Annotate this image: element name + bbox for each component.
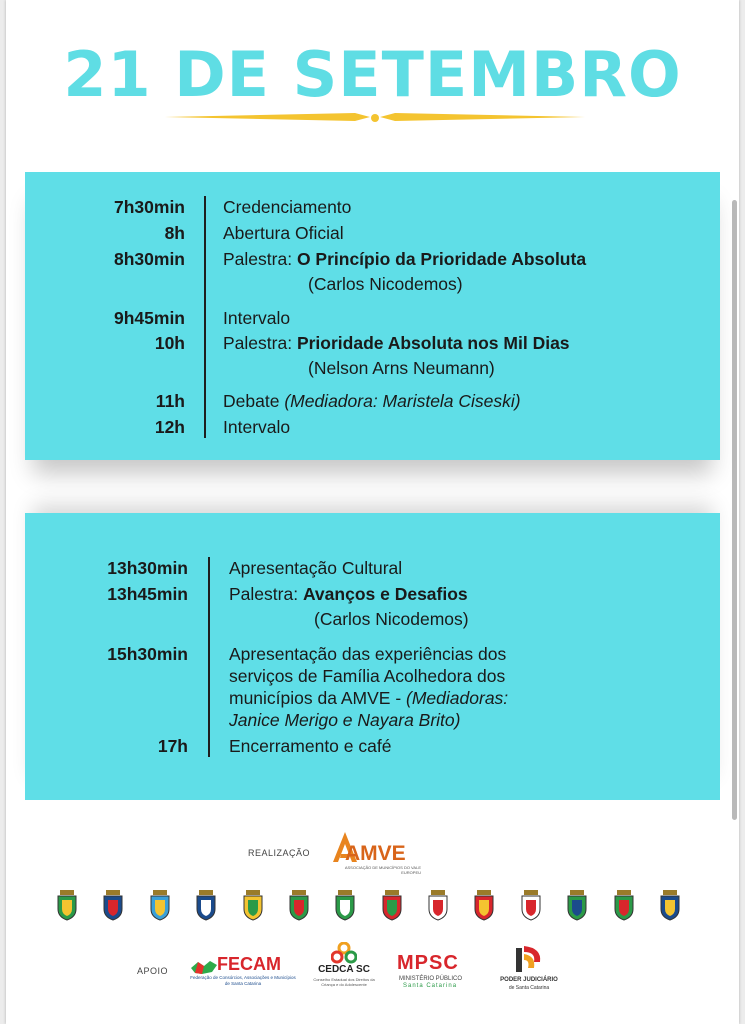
schedule-time: 13h45min bbox=[107, 584, 188, 604]
afternoon-schedule-panel bbox=[25, 513, 720, 800]
schedule-mediator: (Mediadoras: bbox=[406, 688, 509, 708]
event-date-heading: 21 DE SETEMBRO bbox=[63, 38, 682, 111]
judiciary-emblem-icon bbox=[514, 944, 544, 974]
description-line: municípios da AMVE - bbox=[229, 688, 402, 708]
municipal-crest-icon bbox=[612, 889, 636, 921]
mpsc-subtitle-2: Santa Catarina bbox=[403, 983, 458, 989]
schedule-title: Intervalo bbox=[223, 308, 291, 328]
schedule-speaker: (Carlos Nicodemos) bbox=[308, 274, 463, 294]
schedule-mediator: (Mediadora: Maristela Ciseski) bbox=[284, 391, 521, 411]
municipal-crest-icon bbox=[287, 889, 311, 921]
cedca-figures-icon bbox=[331, 942, 357, 964]
schedule-time: 15h30min bbox=[107, 644, 188, 664]
schedule-title: Prioridade Absoluta nos Mil Dias bbox=[296, 333, 570, 353]
mpsc-logo bbox=[397, 952, 473, 992]
fecam-wordmark: FECAM bbox=[217, 954, 281, 974]
amve-logo bbox=[331, 828, 421, 874]
municipal-crest-icon bbox=[241, 889, 265, 921]
municipal-crest-icon bbox=[472, 889, 496, 921]
schedule-title: Abertura Oficial bbox=[223, 223, 344, 243]
municipal-crest-icon bbox=[148, 889, 172, 921]
description-line: Apresentação das experiências dos bbox=[229, 644, 507, 664]
amve-wordmark: AMVE bbox=[345, 842, 406, 865]
scrollbar[interactable] bbox=[732, 200, 737, 820]
schedule-time: 8h30min bbox=[114, 249, 185, 269]
schedule-description bbox=[229, 643, 699, 731]
cedca-wordmark: CEDCA SC bbox=[318, 964, 370, 975]
schedule-time: 17h bbox=[157, 736, 188, 756]
heading-underline-ornament bbox=[165, 112, 585, 122]
schedule-title: Encerramento e café bbox=[229, 736, 392, 756]
schedule-speaker: (Carlos Nicodemos) bbox=[314, 609, 469, 629]
morning-divider bbox=[204, 196, 206, 438]
schedule-title: O Princípio da Prioridade Absoluta bbox=[296, 249, 587, 269]
fecam-subtitle: Federação de Consórcios, Associações e Municípios de Santa Catarina bbox=[190, 975, 296, 986]
cedca-subtitle: Conselho Estadual dos Direitos da Criança e do Adolescente bbox=[313, 977, 375, 987]
mpsc-wordmark: MPSC bbox=[397, 952, 459, 974]
schedule-title: Apresentação Cultural bbox=[229, 558, 403, 578]
schedule-title: Credenciamento bbox=[223, 197, 352, 217]
schedule-time: 12h bbox=[154, 417, 185, 437]
schedule-prefix: Palestra: bbox=[223, 333, 293, 353]
schedule-title: Avanços e Desafios bbox=[302, 584, 468, 604]
municipal-crest-icon bbox=[55, 889, 79, 921]
municipal-crest-icon bbox=[519, 889, 543, 921]
schedule-title: Intervalo bbox=[223, 417, 291, 437]
cedca-logo bbox=[313, 942, 375, 1000]
municipal-crest-icon bbox=[333, 889, 357, 921]
mpsc-subtitle-1: MINISTÉRIO PÚBLICO bbox=[399, 976, 463, 982]
morning-schedule-panel bbox=[25, 172, 720, 460]
municipal-crest-icon bbox=[565, 889, 589, 921]
description-line: serviços de Família Acolhedora dos bbox=[229, 666, 506, 686]
municipal-crest-icon bbox=[658, 889, 682, 921]
schedule-time: 9h45min bbox=[114, 308, 185, 328]
apoio-label: APOIO bbox=[137, 966, 169, 976]
poder-judiciario-logo bbox=[494, 944, 564, 998]
pj-wordmark: PODER JUDICIÁRIO bbox=[500, 977, 558, 983]
schedule-prefix: Palestra: bbox=[223, 249, 293, 269]
schedule-time: 10h bbox=[154, 333, 185, 353]
schedule-prefix: Debate bbox=[223, 391, 280, 411]
schedule-mediator: Janice Merigo e Nayara Brito) bbox=[229, 710, 461, 730]
schedule-speaker: (Nelson Arns Neumann) bbox=[308, 358, 495, 378]
schedule-time: 11h bbox=[155, 391, 185, 411]
afternoon-divider bbox=[208, 557, 210, 757]
schedule-time: 7h30min bbox=[114, 197, 185, 217]
realizacao-label: REALIZAÇÃO bbox=[248, 848, 311, 858]
municipal-crest-icon bbox=[194, 889, 218, 921]
schedule-time: 13h30min bbox=[107, 558, 188, 578]
municipal-crest-icon bbox=[101, 889, 125, 921]
amve-subtitle: ASSOCIAÇÃO DE MUNICÍPIOS DO VALE EUROPEU bbox=[344, 865, 421, 875]
municipal-crest-icon bbox=[426, 889, 450, 921]
schedule-prefix: Palestra: bbox=[229, 584, 299, 604]
fecam-logo bbox=[190, 952, 296, 990]
schedule-time: 8h bbox=[164, 223, 185, 243]
municipal-crest-icon bbox=[380, 889, 404, 921]
pj-subtitle: de Santa Catarina bbox=[508, 985, 550, 991]
